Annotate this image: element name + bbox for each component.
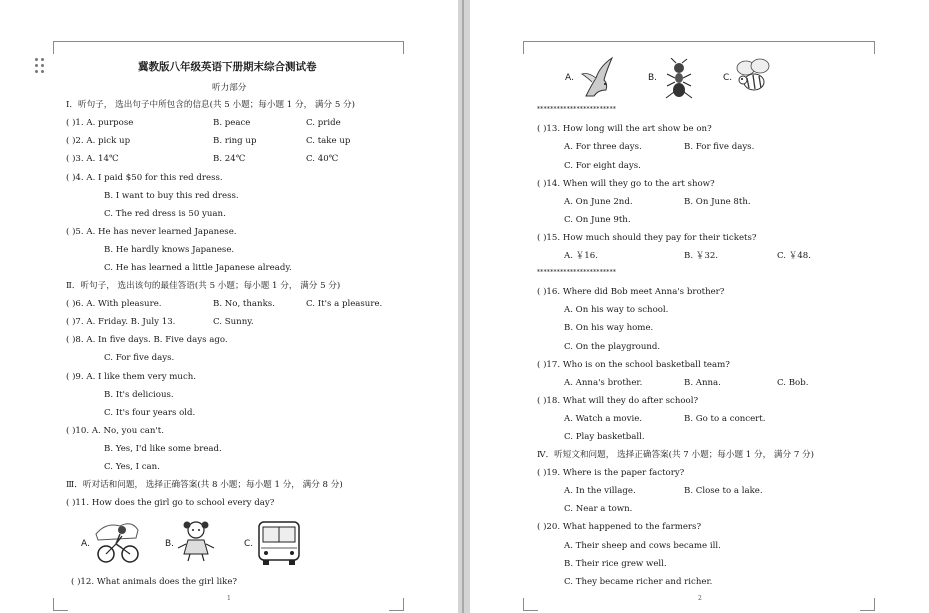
question-stem: ( )16. Where did Bob meet Anna's brother? [537, 287, 725, 297]
corner-mark [53, 598, 68, 611]
option-c: C. Play basketball. [564, 432, 645, 442]
bird-icon [578, 56, 616, 102]
option-c: C. On June 9th. [564, 215, 631, 225]
option-b: B. Go to a concert. [684, 414, 766, 424]
option-a: A. Anna's brother. [564, 378, 643, 388]
separator-stars: ************************ [537, 106, 617, 113]
option-c: C. Yes, I can. [104, 462, 160, 472]
corner-mark [860, 598, 875, 611]
option-b: B. Their rice grew well. [564, 559, 667, 569]
option-b: B. Close to a lake. [684, 486, 763, 496]
option-c: C. 40℃ [306, 154, 339, 164]
option-a: A. On his way to school. [564, 305, 669, 315]
option-b: B. Yes, I'd like some bread. [104, 444, 222, 454]
picture-option-c-label: C. [723, 73, 733, 83]
question-stem: ( )19. Where is the paper factory? [537, 468, 685, 478]
question-stem: ( )5. A. He has never learned Japanese. [66, 227, 237, 237]
picture-option-c-label: C. [244, 539, 254, 549]
section-heading-3: Ⅲ．听对话和问题， 选择正确答案(共 8 小题；每小题 1 分， 满分 8 分) [66, 480, 343, 490]
question-stem: ( )9. A. I like them very much. [66, 372, 197, 382]
question-stem: ( )14. When will they go to the art show? [537, 179, 715, 189]
option-c: C. For eight days. [564, 161, 641, 171]
gutter-divider [462, 0, 464, 613]
option-c: C. For five days. [104, 353, 175, 363]
corner-mark [53, 41, 68, 54]
option-b: B. ￥32. [684, 251, 719, 261]
girl-riding-bike-icon [92, 516, 142, 564]
ant-icon [662, 58, 694, 102]
option-c: C. He has learned a little Japanese already. [104, 263, 292, 273]
document-page-1 [0, 0, 458, 613]
question-stem: ( )20. What happened to the farmers? [537, 522, 702, 532]
section-heading-1: Ⅰ．听句子， 选出句子中所包含的信息(共 5 小题；每小题 1 分， 满分 5 分) [66, 100, 355, 110]
option-a: A. For three days. [564, 142, 642, 152]
option-c: C. pride [306, 118, 341, 128]
corner-mark [389, 41, 404, 54]
question-stem: ( )8. A. In five days. B. Five days ago. [66, 335, 228, 345]
section-heading-2: Ⅱ．听句子， 选出该句的最佳答语(共 5 小题；每小题 1 分， 满分 5 分) [66, 281, 341, 291]
picture-option-b-label: B. [165, 539, 175, 549]
question-stem: ( )17. Who is on the school basketball team? [537, 360, 730, 370]
option-c: C. ￥48. [777, 251, 811, 261]
option-a: A. On June 2nd. [564, 197, 633, 207]
option-c: C. It's a pleasure. [306, 299, 383, 309]
option-c: C. They became richer and richer. [564, 577, 713, 587]
option-a: A. ￥16. [564, 251, 598, 261]
drag-handle-icon[interactable] [35, 58, 47, 74]
girl-walking-icon [176, 518, 216, 562]
question-stem: ( )7. A. Friday. B. July 13. [66, 317, 176, 327]
option-b: B. On June 8th. [684, 197, 751, 207]
option-c: C. On the playground. [564, 342, 661, 352]
option-c: C. take up [306, 136, 351, 146]
option-c: C. It's four years old. [104, 408, 196, 418]
page-number: 1 [227, 595, 231, 602]
separator-stars: ************************ [537, 269, 617, 276]
option-c: C. Bob. [777, 378, 809, 388]
option-b: B. peace [213, 118, 251, 128]
page-number: 2 [698, 595, 702, 602]
header-line [67, 41, 389, 42]
question-stem: ( )3. A. 14℃ [66, 154, 119, 164]
question-stem: ( )13. How long will the art show be on? [537, 124, 712, 134]
option-c: C. Sunny. [213, 317, 254, 327]
option-c: C. The red dress is 50 yuan. [104, 209, 226, 219]
question-11: ( )11. How does the girl go to school every day? [66, 498, 275, 508]
option-c: C. Near a town. [564, 504, 633, 514]
option-b: B. Anna. [684, 378, 721, 388]
question-stem: ( )18. What will they do after school? [537, 396, 699, 406]
option-b: B. For five days. [684, 142, 755, 152]
question-stem: ( )2. A. pick up [66, 136, 131, 146]
section-heading-4: Ⅳ．听短文和问题， 选择正确答案(共 7 小题；每小题 1 分， 满分 7 分) [537, 450, 814, 460]
bee-icon [734, 56, 774, 96]
option-b: B. No, thanks. [213, 299, 275, 309]
doc-title: 冀教版八年级英语下册期末综合测试卷 [138, 61, 317, 73]
corner-mark [523, 598, 538, 611]
picture-option-a-label: A. [565, 73, 574, 83]
option-b: B. He hardly knows Japanese. [104, 245, 235, 255]
option-b: B. I want to buy this red dress. [104, 191, 239, 201]
option-b: B. On his way home. [564, 323, 654, 333]
option-a: A. Their sheep and cows became ill. [564, 541, 721, 551]
question-stem: ( )10. A. No, you can't. [66, 426, 164, 436]
option-b: B. ring up [213, 136, 257, 146]
picture-option-a-label: A. [81, 539, 90, 549]
question-stem: ( )1. A. purpose [66, 118, 134, 128]
option-a: A. Watch a movie. [564, 414, 643, 424]
section-subtitle: 听力部分 [212, 83, 247, 93]
corner-mark [389, 598, 404, 611]
question-stem: ( )6. A. With pleasure. [66, 299, 162, 309]
question-stem: ( )4. A. I paid $50 for this red dress. [66, 173, 223, 183]
option-b: B. 24℃ [213, 154, 246, 164]
option-a: A. In the village. [564, 486, 636, 496]
option-b: B. It's delicious. [104, 390, 174, 400]
question-stem: ( )15. How much should they pay for their tickets? [537, 233, 757, 243]
question-12: ( )12. What animals does the girl like? [71, 577, 238, 587]
bus-icon [256, 518, 302, 568]
corner-mark [523, 41, 538, 54]
document-page-2 [470, 0, 929, 613]
page-gutter [458, 0, 470, 613]
picture-option-b-label: B. [648, 73, 658, 83]
header-line [537, 41, 860, 42]
corner-mark [860, 41, 875, 54]
